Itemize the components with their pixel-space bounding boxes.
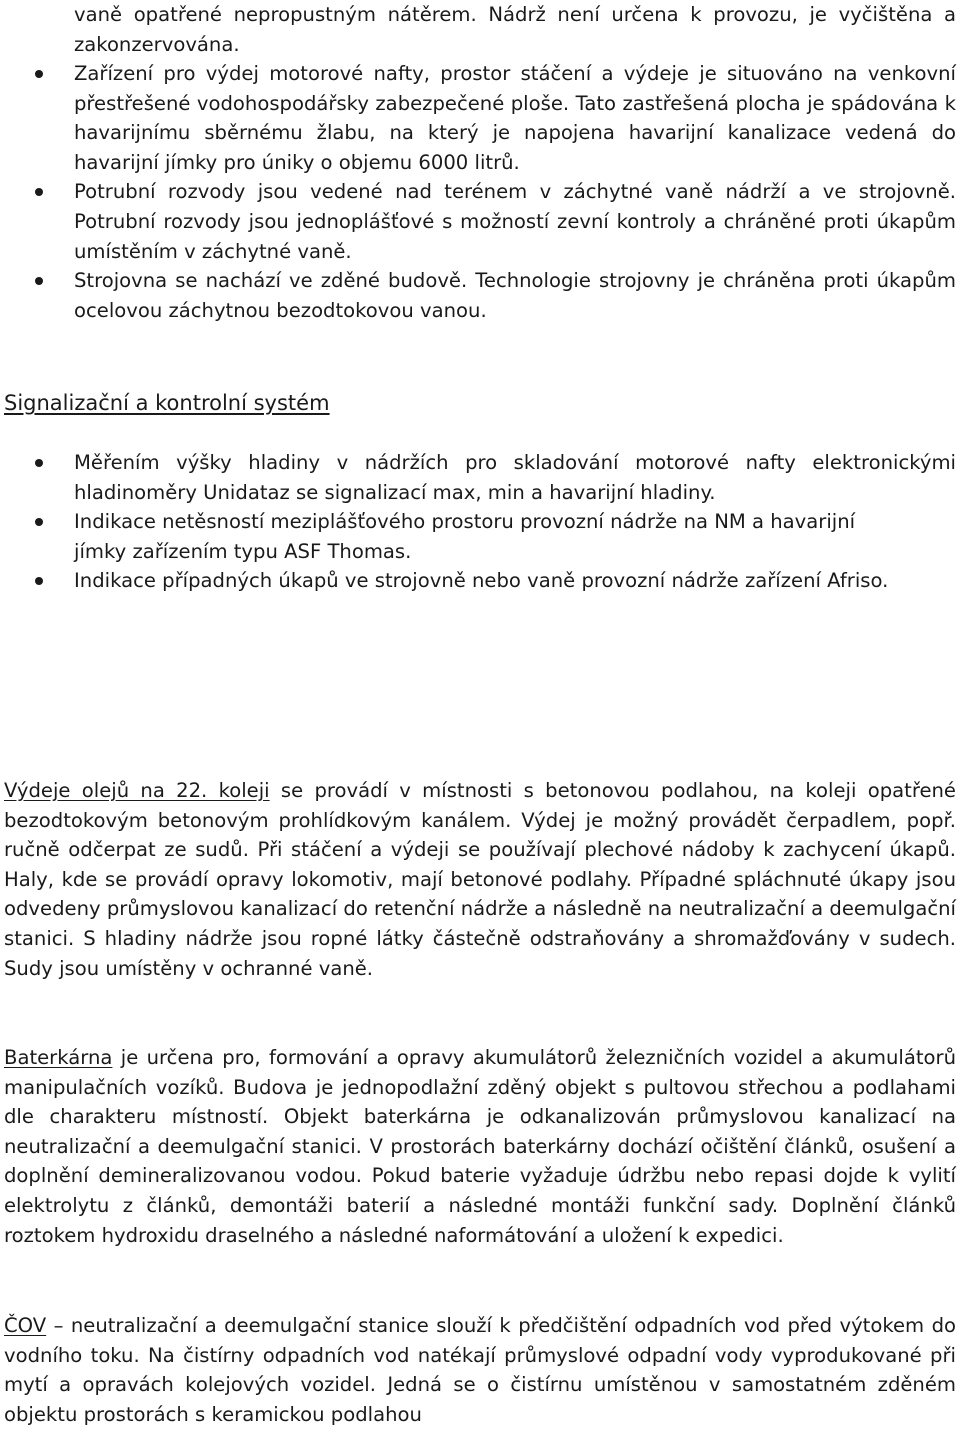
oils-paragraph	[4, 776, 956, 983]
battery-term: Baterkárna	[4, 1046, 113, 1069]
battery-paragraph	[4, 1043, 956, 1250]
bullet-icon	[35, 518, 43, 526]
section-heading: Signalizační a kontrolní systém	[4, 391, 330, 415]
list-item-text: Měřením výšky hladiny v nádržích pro skladování motorové nafty elektronickými hladinoměry Unidataz se signalizací max, min a havarijní hladiny.	[74, 451, 956, 504]
list-item-text: Strojovna se nachází ve zděné budově. Technologie strojovny je chráněna proti úkapům ocelovou záchytnou bezodtokovou vanou.	[74, 269, 956, 322]
top-bullet-list	[0, 59, 960, 325]
list-item	[0, 566, 960, 596]
bullet-icon	[35, 188, 43, 196]
list-item-text: Potrubní rozvody jsou vedené nad terénem v záchytné vaně nádrží a ve strojovně. Potrubní rozvody jsou jednoplášťové s možností zevní kontroly a chráněné proti úkapům umístěním v záchytné vaně.	[74, 180, 956, 263]
list-item	[0, 177, 960, 266]
bullet-icon	[35, 577, 43, 585]
list-item	[0, 266, 960, 325]
list-item	[0, 59, 960, 177]
cov-term: ČOV	[4, 1314, 47, 1337]
bullet-icon	[35, 459, 43, 467]
list-item-text: Indikace netěsností meziplášťového prostoru provozní nádrže na NM a havarijní jímky zařízením typu ASF Thomas.	[74, 510, 856, 563]
list-item	[0, 448, 960, 507]
cov-paragraph	[4, 1311, 956, 1429]
oils-text: se provádí v místnosti s betonovou podlahou, na koleji opatřené bezodtokovým betonovým prohlídkovým kanálem. Výdej je možný provádět čerpadlem, popř. ručně odčerpat ze sudů. Při stáčení a výdeji se používají plechové nádoby k zachycení úkapů. Haly, kde se provádí opravy lokomotiv, mají betonové podlahy. Případné spláchnuté úkapy jsou odvedeny průmyslovou kanalizací do retenční nádrže a následně na neutralizační a deemulgační stanici. S hladiny nádrže jsou ropné látky částečně odstraňovány a shromažďovány v sudech. Sudy jsou umístěny v ochranné vaně.	[4, 779, 956, 980]
signal-bullet-list	[0, 448, 960, 596]
continuation-paragraph: vaně opatřené nepropustným nátěrem. Nádrž není určena k provozu, je vyčištěna a zakonzervována.	[74, 3, 956, 56]
cov-text: – neutralizační a deemulgační stanice slouží k předčištění odpadních vod před výtokem do vodního toku. Na čistírny odpadních vod natékají průmyslové odpadní vody vyprodukované při mytí a opravách kolejových vozidel. Jedná se o čistírnu umístěnou v samostatném zděném objektu prostorách s keramickou podlahou	[4, 1314, 956, 1426]
battery-text: je určena pro, formování a opravy akumulátorů železničních vozidel a akumulátorů manipulačních vozíků. Budova je jednopodlažní zděný objekt s pultovou střechou a podlahami dle charakteru místností. Objekt baterkárna je odkanalizován průmyslovou kanalizací na neutralizační a deemulgační stanici. V prostorách baterkárny dochází očištění článků, osušení a doplnění demineralizovanou vodou. Pokud baterie vyžaduje údržbu nebo repasi dojde k vylití elektrolytu z článků, demontáži baterií a následné montáži funkční sady. Doplnění článků roztokem hydroxidu draselného a následné naformátování a uložení k expedici.	[4, 1046, 956, 1247]
list-item-text: Zařízení pro výdej motorové nafty, prostor stáčení a výdeje je situováno na venkovní přestřešené vodohospodářsky zabezpečené ploše. Tato zastřešená plocha je spádována k havarijnímu sběrnému žlabu, na který je napojena havarijní kanalizace vedená do havarijní jímky pro úniky o objemu 6000 litrů.	[74, 62, 956, 174]
list-item-text: Indikace případných úkapů ve strojovně nebo vaně provozní nádrže zařízení Afriso.	[74, 569, 889, 593]
list-item	[0, 507, 960, 566]
bullet-icon	[35, 277, 43, 285]
oils-term: Výdeje olejů na 22. koleji	[4, 779, 270, 802]
bullet-icon	[35, 70, 43, 78]
